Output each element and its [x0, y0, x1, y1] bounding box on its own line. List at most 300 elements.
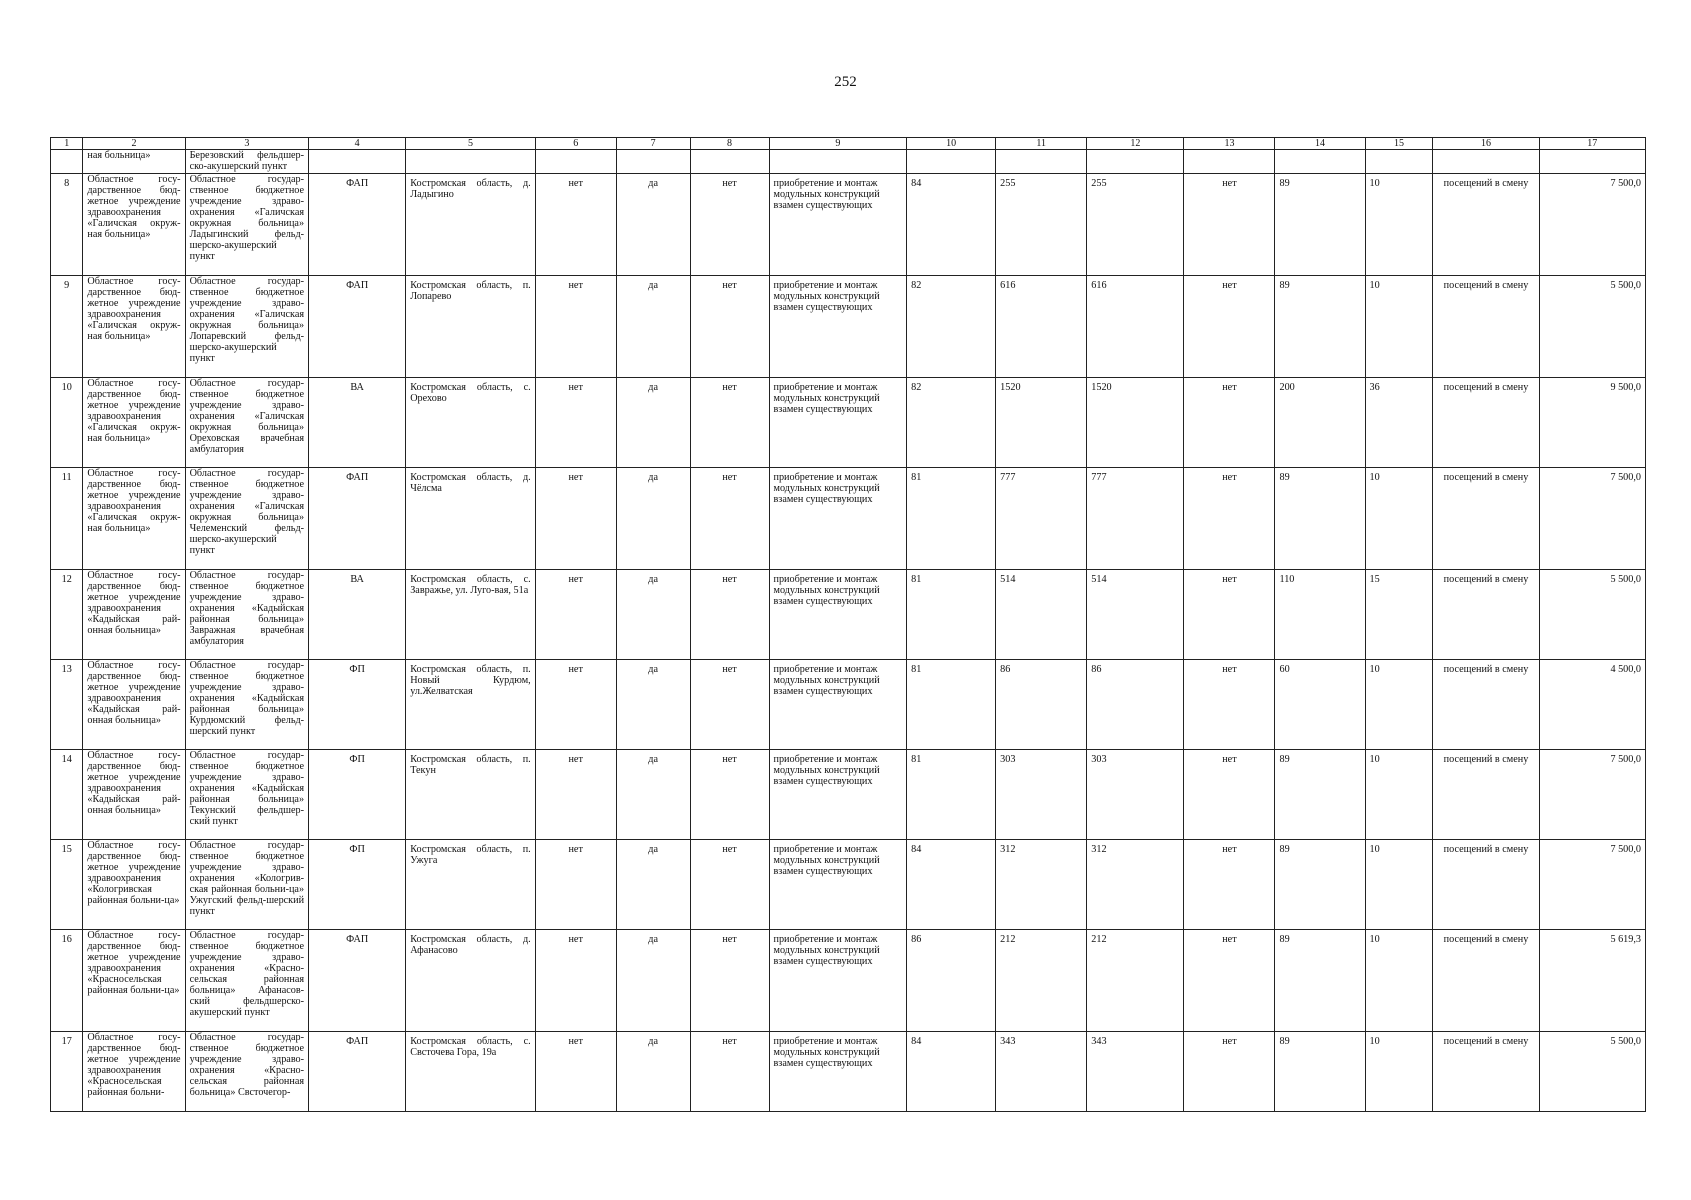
cell-type-text: ФП	[349, 844, 365, 855]
cell-type	[309, 468, 406, 570]
cell-action-text: приобретение и монтаж модульных конструкций взамен существующих	[773, 472, 880, 505]
cell-c10	[907, 930, 996, 1032]
cell-c6-text: нет	[568, 934, 583, 945]
cell-unit-text: посещений в смену	[1443, 178, 1529, 189]
cell-c13-text: нет	[1222, 934, 1237, 945]
cell-c15	[1365, 276, 1433, 378]
cell-c15-text: 10	[1369, 664, 1380, 675]
cell-c13	[1184, 570, 1275, 660]
row-number	[51, 378, 83, 468]
cell-c11	[996, 378, 1087, 468]
cell-c15-text: 10	[1369, 754, 1380, 765]
cell-c14	[1275, 174, 1365, 276]
cell-c6	[535, 468, 616, 570]
cell-org-text: Областное госу-дарственное бюд-жетное учреждение здравоохранения «Галичская окруж-ная больница»	[87, 276, 181, 342]
cell-c15	[1365, 468, 1433, 570]
cell-c8	[690, 378, 769, 468]
cell-c6	[535, 570, 616, 660]
cell-cost-text: 5 500,0	[1610, 1036, 1641, 1047]
column-number-1: 1	[51, 138, 83, 150]
cell-c6-text: нет	[568, 844, 583, 855]
cell-type	[309, 840, 406, 930]
cell-cost	[1539, 276, 1645, 378]
cell-cost-text: 7 500,0	[1610, 178, 1641, 189]
cell-c14-text: 89	[1279, 472, 1290, 483]
cell-type	[309, 174, 406, 276]
column-number-2: 2	[83, 138, 185, 150]
cell-c7-text: да	[648, 844, 658, 855]
cell-org	[83, 468, 185, 570]
cell-address-text: Костромская область, с. Завражье, ул. Луго-вая, 51а	[410, 574, 531, 596]
cell-address-text: Костромская область, с. Свсточева Гора, 19а	[410, 1036, 531, 1058]
cell-org-text: Областное госу-дарственное бюд-жетное учреждение здравоохранения «Галичская окруж-ная больница»	[87, 468, 181, 534]
cell-action	[769, 570, 907, 660]
cell-facility-text: Областное государ-ственное бюджетное учреждение здраво-охранения «Красно-сельская районная больница» Свсточегор-	[189, 1032, 305, 1098]
cell-type-text: ФАП	[346, 1036, 369, 1047]
cell-c8	[690, 750, 769, 840]
cell-facility	[185, 750, 308, 840]
cell-c10-text: 82	[911, 382, 922, 393]
column-number-16: 16	[1433, 138, 1539, 150]
cell-cost	[1539, 930, 1645, 1032]
cell-c6	[535, 840, 616, 930]
cell-c14	[1275, 378, 1365, 468]
cell-c12-text: 1520	[1091, 382, 1112, 393]
cell-c10	[907, 378, 996, 468]
cell-c7	[616, 276, 690, 378]
cell-cost	[1539, 468, 1645, 570]
cell-type-text: ВА	[350, 574, 364, 585]
cell-action-text: приобретение и монтаж модульных конструкций взамен существующих	[773, 754, 880, 787]
cell-c8-text: нет	[722, 382, 737, 393]
cell-c15-text: 10	[1369, 934, 1380, 945]
cell-c7	[616, 468, 690, 570]
cell-c8-text: нет	[722, 754, 737, 765]
cell-c15-text: 10	[1369, 1036, 1380, 1047]
row-number	[51, 1032, 83, 1112]
cell-c11	[996, 570, 1087, 660]
cell-c14	[1275, 840, 1365, 930]
row-number-text: 11	[61, 472, 72, 483]
column-number-13: 13	[1184, 138, 1275, 150]
cell-c8	[690, 930, 769, 1032]
cell-c11-text: 777	[1000, 472, 1016, 483]
cell-c6	[535, 1032, 616, 1112]
cell-unit-text: посещений в смену	[1443, 574, 1529, 585]
cell-address	[406, 276, 536, 378]
cell-c12-text: 312	[1091, 844, 1107, 855]
cell-c6	[535, 174, 616, 276]
cell-cost	[1539, 1032, 1645, 1112]
cell-c14	[1275, 750, 1365, 840]
cell-org-text: Областное госу-дарственное бюд-жетное учреждение здравоохранения «Кологривская районная больни-ца»	[87, 840, 181, 906]
cell-cost	[1539, 660, 1645, 750]
cell-facility	[185, 468, 308, 570]
cell-facility	[185, 378, 308, 468]
cell-c11-text: 303	[1000, 754, 1016, 765]
cell-c8-text: нет	[722, 574, 737, 585]
cell-type	[309, 276, 406, 378]
cell-c14-text: 89	[1279, 280, 1290, 291]
column-number-14: 14	[1275, 138, 1365, 150]
cell-address-text: Костромская область, п. Ужуга	[410, 844, 531, 866]
cell-c7-text: да	[648, 382, 658, 393]
cell-address	[406, 570, 536, 660]
cell-facility-text: Областное государ-ственное бюджетное учреждение здраво-охранения «Галичская окружная больница» Ладыгинский фельд-шерско-акушерский пункт	[189, 174, 305, 262]
cell-c14	[1275, 276, 1365, 378]
cell-c8-text: нет	[722, 178, 737, 189]
cell-unit	[1433, 276, 1539, 378]
column-number-10: 10	[907, 138, 996, 150]
page-number: 252	[834, 74, 857, 90]
cell-cost-text: 4 500,0	[1610, 664, 1641, 675]
cell-empty	[1184, 150, 1275, 174]
row-number-text: 8	[64, 178, 70, 189]
cell-c7	[616, 930, 690, 1032]
row-number	[51, 276, 83, 378]
cell-c13	[1184, 468, 1275, 570]
cell-c7-text: да	[648, 754, 658, 765]
cell-unit	[1433, 378, 1539, 468]
cell-c8-text: нет	[722, 280, 737, 291]
cell-facility	[185, 1032, 308, 1112]
cell-c7	[616, 840, 690, 930]
cell-facility	[185, 276, 308, 378]
cell-c11	[996, 276, 1087, 378]
cell-empty	[690, 150, 769, 174]
cell-c13-text: нет	[1222, 178, 1237, 189]
cell-org-text: Областное госу-дарственное бюд-жетное учреждение здравоохранения «Галичская окруж-ная больница»	[87, 378, 181, 444]
cell-c6-text: нет	[568, 574, 583, 585]
cell-type-text: ФАП	[346, 280, 369, 291]
cell-c11-text: 343	[1000, 1036, 1016, 1047]
cell-c7-text: да	[648, 472, 658, 483]
cell-empty	[1539, 150, 1645, 174]
cell-c13-text: нет	[1222, 664, 1237, 675]
cell-c10-text: 81	[911, 472, 922, 483]
cell-c14	[1275, 660, 1365, 750]
cell-facility-text: Областное государ-ственное бюджетное учреждение здраво-охранения «Кадыйская районная больница» Курдюмский фельд-шерский пункт	[189, 660, 305, 737]
cell-empty	[1275, 150, 1365, 174]
cell-c11	[996, 840, 1087, 930]
cell-cost-text: 5 619,3	[1610, 934, 1641, 945]
cell-c11	[996, 174, 1087, 276]
cell-cost	[1539, 570, 1645, 660]
cell-unit-text: посещений в смену	[1443, 844, 1529, 855]
cell-cost	[1539, 174, 1645, 276]
cell-facility	[185, 174, 308, 276]
continuation-row	[51, 150, 1646, 174]
cell-unit	[1433, 840, 1539, 930]
cell-c12-text: 303	[1091, 754, 1107, 765]
cell-c13-text: нет	[1222, 844, 1237, 855]
cell-c8	[690, 840, 769, 930]
cell-c6	[535, 276, 616, 378]
cell-c10-text: 84	[911, 178, 922, 189]
cell-type	[309, 570, 406, 660]
cell-type	[309, 378, 406, 468]
cell-org	[83, 1032, 185, 1112]
cell-empty	[1087, 150, 1184, 174]
cell-c12-text: 255	[1091, 178, 1107, 189]
cell-c10	[907, 1032, 996, 1112]
cell-empty	[907, 150, 996, 174]
row-number	[51, 570, 83, 660]
cell-c13	[1184, 660, 1275, 750]
column-number-12: 12	[1087, 138, 1184, 150]
cell-type	[309, 1032, 406, 1112]
row-number	[51, 468, 83, 570]
cell-c12	[1087, 930, 1184, 1032]
cell-c14	[1275, 468, 1365, 570]
cell-unit-text: посещений в смену	[1443, 664, 1529, 675]
cell-c8-text: нет	[722, 1036, 737, 1047]
cell-c11-text: 312	[1000, 844, 1016, 855]
cell-c10-text: 81	[911, 664, 922, 675]
cell-cost-text: 5 500,0	[1610, 280, 1641, 291]
cell-c7-text: да	[648, 664, 658, 675]
cell-org	[83, 276, 185, 378]
cell-c8-text: нет	[722, 664, 737, 675]
cell-c15	[1365, 378, 1433, 468]
cell-c15	[1365, 174, 1433, 276]
table-row	[51, 840, 1646, 930]
table-row	[51, 660, 1646, 750]
row-number-text: 9	[64, 280, 70, 291]
cell-cost-text: 7 500,0	[1610, 472, 1641, 483]
cell-c15-text: 15	[1369, 574, 1380, 585]
cell-unit-text: посещений в смену	[1443, 382, 1529, 393]
cell-c14-text: 89	[1279, 178, 1290, 189]
cell-c13	[1184, 1032, 1275, 1112]
cell-org	[83, 660, 185, 750]
cell-c12	[1087, 1032, 1184, 1112]
cell-c15	[1365, 570, 1433, 660]
cell-c7	[616, 174, 690, 276]
row-number	[51, 840, 83, 930]
cell-action-text: приобретение и монтаж модульных конструкций взамен существующих	[773, 178, 880, 211]
cell-c7-text: да	[648, 280, 658, 291]
cell-empty	[616, 150, 690, 174]
cell-org-text: Областное госу-дарственное бюд-жетное учреждение здравоохранения «Кадыйская рай-онная больница»	[87, 660, 181, 726]
cell-unit	[1433, 750, 1539, 840]
cell-action-text: приобретение и монтаж модульных конструкций взамен существующих	[773, 934, 880, 967]
cell-cost	[1539, 378, 1645, 468]
cell-action	[769, 750, 907, 840]
cell-c11-text: 212	[1000, 934, 1016, 945]
cell-c7	[616, 1032, 690, 1112]
cell-type-text: ФП	[349, 664, 365, 675]
cell-facility: Березовский фельдшер-ско-акушерский пункт	[185, 150, 308, 174]
row-number	[51, 174, 83, 276]
cell-c10	[907, 570, 996, 660]
cell-c13	[1184, 750, 1275, 840]
cell-address	[406, 750, 536, 840]
cell-c10-text: 82	[911, 280, 922, 291]
row-number	[51, 930, 83, 1032]
cell-address-text: Костромская область, п. Новый Курдюм, ул.Желватская	[410, 664, 531, 697]
cell-c7-text: да	[648, 178, 658, 189]
table-row	[51, 174, 1646, 276]
cell-c14-text: 89	[1279, 934, 1290, 945]
cell-c1	[51, 150, 83, 174]
cell-c11	[996, 660, 1087, 750]
cell-unit	[1433, 1032, 1539, 1112]
cell-address-text: Костромская область, с. Орехово	[410, 382, 531, 404]
cell-c15	[1365, 840, 1433, 930]
cell-action	[769, 276, 907, 378]
cell-address	[406, 378, 536, 468]
cell-c7-text: да	[648, 1036, 658, 1047]
cell-empty	[1365, 150, 1433, 174]
table-row	[51, 750, 1646, 840]
cell-c11-text: 514	[1000, 574, 1016, 585]
cell-c7	[616, 570, 690, 660]
cell-c11	[996, 468, 1087, 570]
cell-type-text: ФАП	[346, 178, 369, 189]
cell-c15	[1365, 750, 1433, 840]
cell-facility	[185, 570, 308, 660]
cell-c14	[1275, 570, 1365, 660]
column-number-4: 4	[309, 138, 406, 150]
cell-org-text: Областное госу-дарственное бюд-жетное учреждение здравоохранения «Галичская окруж-ная больница»	[87, 174, 181, 240]
cell-unit	[1433, 174, 1539, 276]
cell-c14-text: 200	[1279, 382, 1295, 393]
cell-c6-text: нет	[568, 664, 583, 675]
cell-c13-text: нет	[1222, 754, 1237, 765]
cell-action-text: приобретение и монтаж модульных конструкций взамен существующих	[773, 382, 880, 415]
cell-c12-text: 343	[1091, 1036, 1107, 1047]
cell-c13-text: нет	[1222, 472, 1237, 483]
cell-action-text: приобретение и монтаж модульных конструкций взамен существующих	[773, 574, 880, 607]
cell-action	[769, 660, 907, 750]
cell-org: ная больница»	[83, 150, 185, 174]
cell-c14	[1275, 930, 1365, 1032]
cell-c10	[907, 174, 996, 276]
cell-type-text: ФП	[349, 754, 365, 765]
cell-c8	[690, 1032, 769, 1112]
cell-c11-text: 616	[1000, 280, 1016, 291]
cell-address	[406, 930, 536, 1032]
cell-facility	[185, 660, 308, 750]
column-number-3: 3	[185, 138, 308, 150]
cell-address-text: Костромская область, д. Ладыгино	[410, 178, 531, 200]
cell-unit	[1433, 468, 1539, 570]
cell-facility-text: Областное государ-ственное бюджетное учреждение здраво-охранения «Кадыйская районная больница» Текунский фельдшер-ский пункт	[189, 750, 305, 827]
cell-unit	[1433, 930, 1539, 1032]
column-number-5: 5	[406, 138, 536, 150]
cell-unit-text: посещений в смену	[1443, 934, 1529, 945]
cell-action	[769, 1032, 907, 1112]
cell-c11-text: 255	[1000, 178, 1016, 189]
cell-org	[83, 840, 185, 930]
cell-c7	[616, 378, 690, 468]
cell-c13-text: нет	[1222, 1036, 1237, 1047]
cell-c6-text: нет	[568, 280, 583, 291]
cell-cost-text: 5 500,0	[1610, 574, 1641, 585]
cell-empty	[309, 150, 406, 174]
cell-c6-text: нет	[568, 1036, 583, 1047]
cell-unit-text: посещений в смену	[1443, 280, 1529, 291]
cell-org-text: Областное госу-дарственное бюд-жетное учреждение здравоохранения «Красносельская районная больни-ца»	[87, 930, 181, 996]
table-row	[51, 1032, 1646, 1112]
cell-c11	[996, 1032, 1087, 1112]
column-number-7: 7	[616, 138, 690, 150]
cell-address	[406, 840, 536, 930]
table-row	[51, 276, 1646, 378]
column-number-11: 11	[996, 138, 1087, 150]
cell-address-text: Костромская область, п. Текун	[410, 754, 531, 776]
cell-cost	[1539, 840, 1645, 930]
cell-unit-text: посещений в смену	[1443, 1036, 1529, 1047]
cell-c13	[1184, 276, 1275, 378]
cell-empty	[1433, 150, 1539, 174]
cell-c12-text: 514	[1091, 574, 1107, 585]
cell-c8	[690, 174, 769, 276]
cell-c6	[535, 378, 616, 468]
table-row	[51, 468, 1646, 570]
cell-c10	[907, 750, 996, 840]
cell-type-text: ФАП	[346, 472, 369, 483]
cell-c6	[535, 660, 616, 750]
cell-address	[406, 468, 536, 570]
cell-unit-text: посещений в смену	[1443, 472, 1529, 483]
row-number-text: 13	[61, 664, 72, 675]
cell-empty	[406, 150, 536, 174]
cell-address-text: Костромская область, п. Лопарево	[410, 280, 531, 302]
row-number-text: 17	[61, 1036, 72, 1047]
cell-facility-text: Областное государ-ственное бюджетное учреждение здраво-охранения «Галичская окружная больница» Челеменский фельд-шерско-акушерский пункт	[189, 468, 305, 556]
cell-c14-text: 110	[1279, 574, 1295, 585]
table-row	[51, 930, 1646, 1032]
cell-address-text: Костромская область, д. Чёлсма	[410, 472, 531, 494]
cell-c10-text: 86	[911, 934, 922, 945]
row-number-text: 14	[61, 754, 72, 765]
cell-c6-text: нет	[568, 472, 583, 483]
row-number-text: 12	[61, 574, 72, 585]
cell-facility	[185, 930, 308, 1032]
cell-c14	[1275, 1032, 1365, 1112]
cell-c10	[907, 840, 996, 930]
cell-org	[83, 930, 185, 1032]
cell-type	[309, 660, 406, 750]
cell-c15-text: 10	[1369, 178, 1380, 189]
cell-c13	[1184, 378, 1275, 468]
cell-c15-text: 10	[1369, 844, 1380, 855]
cell-c7	[616, 660, 690, 750]
cell-org-text: Областное госу-дарственное бюд-жетное учреждение здравоохранения «Кадыйская рай-онная больница»	[87, 750, 181, 816]
cell-c7-text: да	[648, 934, 658, 945]
cell-c12	[1087, 174, 1184, 276]
cell-c12-text: 86	[1091, 664, 1102, 675]
cell-c15-text: 10	[1369, 472, 1380, 483]
cell-c13-text: нет	[1222, 280, 1237, 291]
facilities-table	[50, 137, 1646, 1112]
column-number-8: 8	[690, 138, 769, 150]
row-number	[51, 660, 83, 750]
cell-c8	[690, 276, 769, 378]
column-number-15: 15	[1365, 138, 1433, 150]
cell-c12	[1087, 570, 1184, 660]
cell-c8-text: нет	[722, 472, 737, 483]
cell-facility-text: Областное государ-ственное бюджетное учреждение здраво-охранения «Кадыйская районная больница» Завражная врачебная амбулатория	[189, 570, 305, 647]
cell-c15	[1365, 1032, 1433, 1112]
cell-org-text: Областное госу-дарственное бюд-жетное учреждение здравоохранения «Кадыйская рай-онная больница»	[87, 570, 181, 636]
cell-action-text: приобретение и монтаж модульных конструкций взамен существующих	[773, 280, 880, 313]
cell-c6	[535, 750, 616, 840]
cell-c7-text: да	[648, 574, 658, 585]
cell-unit	[1433, 660, 1539, 750]
